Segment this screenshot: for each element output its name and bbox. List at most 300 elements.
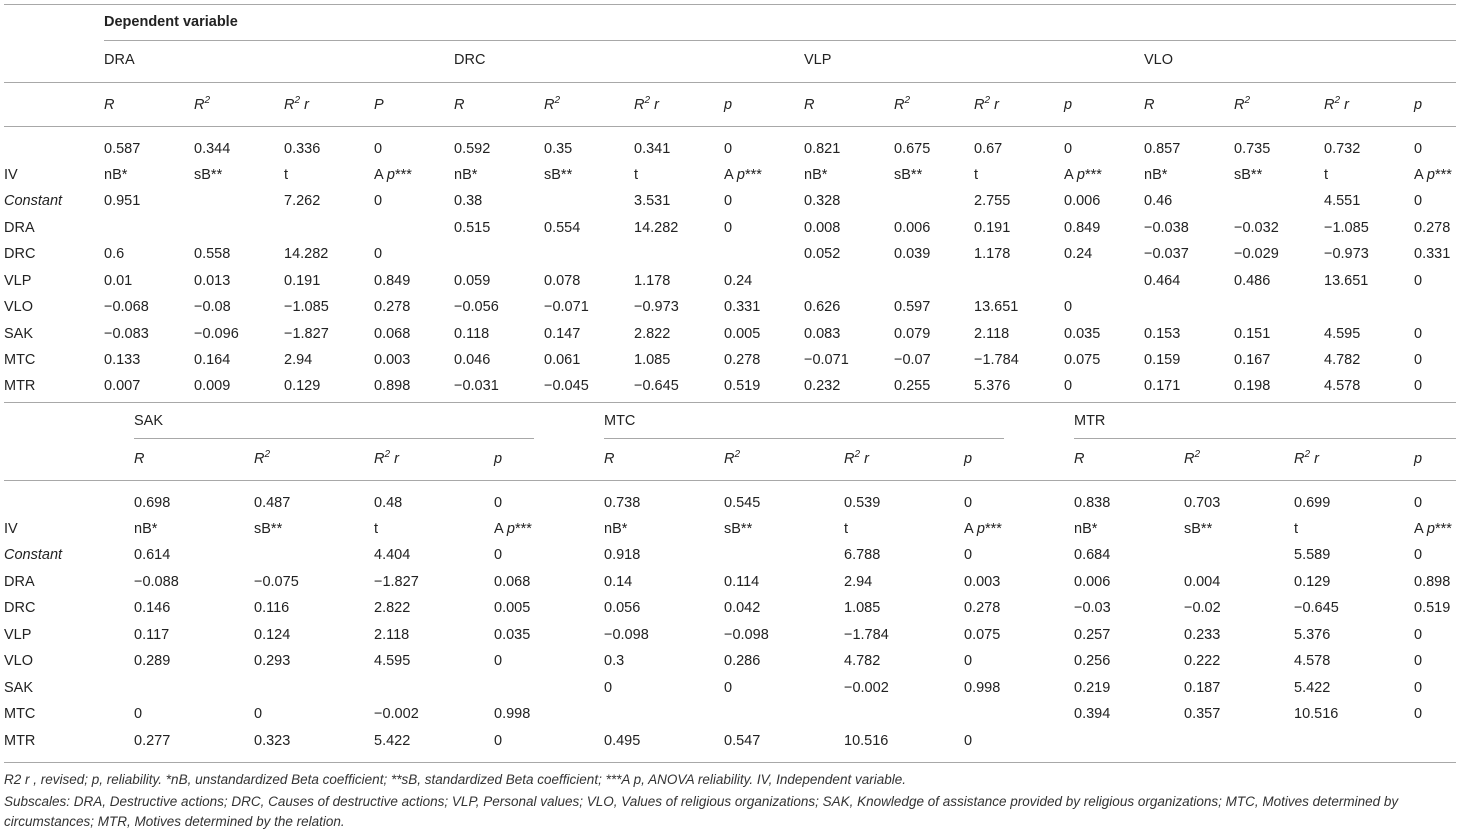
model-stat: 0 [724,141,733,157]
table-cell: 5.376 [1294,627,1331,643]
row-label-mtr: MTR [4,733,36,749]
table-cell: 0.898 [374,378,411,394]
row-label-dra: DRA [4,574,35,590]
table-cell: 0 [254,706,263,722]
table-cell: 0.068 [494,574,531,590]
model-stat: 0.699 [1294,495,1331,511]
table-cell: 0 [494,733,503,749]
col-header: R [1144,97,1155,113]
table-cell: 0.171 [1144,378,1181,394]
model-stat: 0.48 [374,495,403,511]
table-cell: 0.614 [134,547,171,563]
col-header: $R^2$ [254,449,271,467]
table-cell: 0.394 [1074,706,1111,722]
coef-header: t [284,167,289,183]
table-cell: 2.118 [974,326,1010,342]
table-cell: 4.595 [1324,326,1361,342]
coef-header: A p*** [1064,167,1102,183]
table-cell: 13.651 [1324,273,1369,289]
coef-header: sB** [1184,521,1213,537]
table-cell: 0.046 [454,352,491,368]
table-cell: 14.282 [634,220,679,236]
col-header: R [104,97,115,113]
table-cell: 0.38 [454,193,483,209]
table-cell: 0 [1414,352,1423,368]
table-cell: 0.006 [1064,193,1101,209]
table-cell: 0.191 [974,220,1011,236]
table-cell: 0 [1414,193,1423,209]
table-cell: 5.422 [1294,680,1331,696]
table-cell: 0.146 [134,600,171,616]
table-cell: 0 [494,547,503,563]
col-header: R [1074,451,1085,467]
table-cell: 0.117 [134,627,170,643]
table-cell: 0.059 [454,273,491,289]
coef-header: sB** [894,167,923,183]
table-cell: 0.008 [804,220,841,236]
table-cell: 2.94 [284,352,313,368]
table-cell: 0.164 [194,352,231,368]
row-label-drc: DRC [4,246,36,262]
model-stat: 0.341 [634,141,671,157]
table-cell: 0.278 [724,352,761,368]
col-header: R [454,97,465,113]
table-cell: 0.129 [284,378,321,394]
table-cell: −0.096 [194,326,239,342]
table-cell: 4.782 [844,653,881,669]
table-cell: 10.516 [844,733,889,749]
footnote-subscales: Subscales: DRA, Destructive actions; DRC, Causes of destructive actions; VLP, Personal values; VLO, Values of religious organizations; SAK, Knowledge of assistance provided by religious organizations; MTC, Motives determined by circumstances; MTR, Motives determined by the relation. [4,794,1399,829]
model-stat: 0 [494,495,503,511]
table-cell: 6.788 [844,547,881,563]
table-cell: 0.116 [254,600,290,616]
table-cell: 0.042 [724,600,761,616]
table-cell: 0.515 [454,220,491,236]
col-header: $R^2$ r [634,95,659,113]
table-cell: 4.782 [1324,352,1361,368]
table-cell: 0.951 [104,193,141,209]
table-cell: 0 [724,220,733,236]
coef-header: nB* [134,521,158,537]
table-cell: −0.032 [1234,220,1279,236]
coef-header: A p*** [724,167,762,183]
coef-header: t [1294,521,1299,537]
coef-header: nB* [1074,521,1098,537]
coef-header: sB** [724,521,753,537]
group-header-vlo: VLO [1144,52,1174,68]
table-cell: 0.075 [1064,352,1101,368]
table-cell: −0.071 [804,352,849,368]
col-header: $R^2$ [1234,95,1251,113]
table-cell: 0.3 [604,653,625,669]
model-stat: 0.738 [604,495,641,511]
table-cell: 2.822 [374,600,411,616]
table-cell: 2.755 [974,193,1011,209]
col-header: R [134,451,145,467]
table-cell: 0.083 [804,326,841,342]
coef-header: sB** [254,521,283,537]
col-header: $R^2$ [1184,449,1201,467]
table-cell: 0.009 [194,378,231,394]
group-header-mtr: MTR [1074,413,1106,429]
coef-header: t [1324,167,1329,183]
model-stat: 0 [1064,141,1073,157]
table-cell: 0.079 [894,326,931,342]
table-cell: 5.376 [974,378,1011,394]
coef-header: nB* [104,167,128,183]
table-cell: 0.124 [254,627,291,643]
table-cell: −0.02 [1184,600,1221,616]
coef-header: A p*** [964,521,1002,537]
table-cell: 0.849 [374,273,411,289]
col-header: P [374,97,384,113]
table-cell: 0.129 [1294,574,1331,590]
table-cell: −0.08 [194,299,231,315]
table-cell: 0.597 [894,299,931,315]
table-cell: 0.6 [104,246,125,262]
table-cell: 0.01 [104,273,133,289]
table-cell: 0.998 [964,680,1001,696]
coef-header: sB** [194,167,223,183]
col-header: $R^2$ [894,95,911,113]
group-header-sak: SAK [134,413,164,429]
group-header-drc: DRC [454,52,486,68]
table-cell: 0.159 [1144,352,1181,368]
model-stat: 0.487 [254,495,291,511]
table-cell: −1.827 [284,326,329,342]
row-label-mtc: MTC [4,352,36,368]
col-header: p [1064,97,1073,113]
table-cell: 0.133 [104,352,141,368]
model-stat: 0.344 [194,141,231,157]
model-stat: 0 [1414,141,1423,157]
rule-groups [4,82,1456,83]
model-stat: 0.35 [544,141,573,157]
table-cell: 0.013 [194,273,231,289]
col-header: $R^2$ r [1294,449,1319,467]
col-header: p [1414,451,1423,467]
col-header: $R^2$ [724,449,741,467]
table-cell: 0.293 [254,653,291,669]
group-header-dra: DRA [104,52,135,68]
table-cell: 0 [134,706,143,722]
coef-header: A p*** [1414,521,1452,537]
table-cell: 0.278 [374,299,411,315]
table-cell: 0.255 [894,378,931,394]
table-cell: −0.083 [104,326,149,342]
rule-caption [104,40,1456,41]
table-cell: 0.331 [724,299,761,315]
table-cell: −0.029 [1234,246,1279,262]
table-cell: 0.14 [604,574,633,590]
table-cell: 0.061 [544,352,581,368]
row-label-constant: Constant [4,547,63,563]
table-cell: 4.551 [1324,193,1361,209]
coef-header: t [974,167,979,183]
table-cell: 0.277 [134,733,171,749]
table-cell: 0.114 [724,574,760,590]
model-stat: 0 [1414,495,1423,511]
row-label-mtr: MTR [4,378,36,394]
row-label-constant: Constant [4,193,63,209]
table-cell: −0.075 [254,574,299,590]
table-cell: 0 [1064,299,1073,315]
col-header: $R^2$ [194,95,211,113]
row-label-sak: SAK [4,680,34,696]
table-cell: 0 [1414,547,1423,563]
table-cell: −0.045 [544,378,589,394]
table-cell: 4.404 [374,547,411,563]
table-cell: 0.219 [1074,680,1111,696]
table-cell: 0 [724,193,733,209]
table-cell: 0.006 [1074,574,1111,590]
table-cell: 0 [1414,326,1423,342]
table-cell: −1.827 [374,574,419,590]
col-header: R [604,451,615,467]
table-cell: −1.784 [974,352,1019,368]
table-cell: 1.085 [634,352,671,368]
model-stat: 0 [964,495,973,511]
col-header: p [494,451,503,467]
table-cell: 4.595 [374,653,411,669]
col-header: p [724,97,733,113]
col-header: p [964,451,973,467]
coef-header: sB** [1234,167,1263,183]
table-cell: 0.558 [194,246,231,262]
table-cell: 0.357 [1184,706,1221,722]
row-label-mtc: MTC [4,706,36,722]
table-cell: −0.098 [724,627,769,643]
table-cell: 0.003 [964,574,1001,590]
table-cell: 1.178 [974,246,1011,262]
col-header: $R^2$ r [974,95,999,113]
table-cell: 14.282 [284,246,329,262]
table-cell: 0 [1414,378,1423,394]
model-stat: 0.857 [1144,141,1181,157]
table-cell: 0.547 [724,733,761,749]
table-cell: 0.003 [374,352,411,368]
col-header: $R^2$ r [1324,95,1349,113]
table-cell: 0.167 [1234,352,1271,368]
table-cell: 0.078 [544,273,581,289]
table-cell: 0 [1414,706,1423,722]
table-cell: −0.03 [1074,600,1111,616]
coef-header: t [844,521,849,537]
table-cell: 0.328 [804,193,841,209]
col-header: $R^2$ r [284,95,309,113]
row-label-drc: DRC [4,600,36,616]
coef-header: A p*** [494,521,532,537]
table-cell: 5.422 [374,733,411,749]
table-cell: 0.035 [494,627,531,643]
table-cell: 0.519 [1414,600,1451,616]
row-label-vlp: VLP [4,273,32,289]
col-header: $R^2$ [544,95,561,113]
footnote-abbreviations: R2 r , revised; p, reliability. *nB, unstandardized Beta coefficient; **sB, standardized Beta coefficient; ***A p, ANOVA reliability. IV, Independent variable. [4,772,906,787]
row-label-iv: IV [4,521,18,537]
table-cell: 0 [374,193,383,209]
table-cell: 0.147 [544,326,581,342]
table-cell: 4.578 [1294,653,1331,669]
table-cell: 0.005 [724,326,761,342]
rule-bottom [4,762,1456,763]
table-cell: 7.262 [284,193,321,209]
table-cell: 0.24 [1064,246,1093,262]
table-cell: 0.24 [724,273,753,289]
table-cell: 0 [1064,378,1073,394]
table-cell: −0.07 [894,352,931,368]
row-label-vlp: VLP [4,627,32,643]
table-cell: 0.684 [1074,547,1111,563]
table-cell: 10.516 [1294,706,1339,722]
coef-header: nB* [604,521,628,537]
table-cell: 0.233 [1184,627,1221,643]
caption: Dependent variable [104,14,238,30]
table-cell: 0.286 [724,653,761,669]
table-cell: 1.085 [844,600,881,616]
table-cell: 0.004 [1184,574,1221,590]
table-cell: 0.191 [284,273,321,289]
table-cell: 0.331 [1414,246,1451,262]
table-cell: 0.849 [1064,220,1101,236]
rule-top [4,4,1456,5]
table-cell: −0.645 [1294,600,1339,616]
table-cell: 0 [964,653,973,669]
table-cell: 0.495 [604,733,641,749]
model-stat: 0.821 [804,141,841,157]
table-cell: 0.323 [254,733,291,749]
table-cell: −0.056 [454,299,499,315]
table-cell: −0.098 [604,627,649,643]
table-cell: 0.198 [1234,378,1271,394]
table-cell: 0.052 [804,246,841,262]
table-cell: 0.035 [1064,326,1101,342]
table-cell: −0.002 [844,680,889,696]
table-cell: 0.006 [894,220,931,236]
table-cell: 4.578 [1324,378,1361,394]
table-cell: 0 [1414,273,1423,289]
table-cell: 0.519 [724,378,761,394]
rule-headers-bottom [4,480,1456,481]
table-cell: 0 [604,680,613,696]
table-cell: 0.005 [494,600,531,616]
coef-header: nB* [804,167,828,183]
table-cell: 2.94 [844,574,873,590]
table-cell: 0.486 [1234,273,1271,289]
table-cell: 0 [374,246,383,262]
table-cell: 2.118 [374,627,410,643]
row-label-vlo: VLO [4,299,34,315]
table-cell: 0.151 [1234,326,1271,342]
table-cell: 0.998 [494,706,531,722]
rule-group-0 [134,438,534,439]
col-header: p [1414,97,1423,113]
rule-divider [4,402,1456,403]
table-cell: 0.068 [374,326,411,342]
table-cell: −0.088 [134,574,179,590]
table-cell: 0.898 [1414,574,1451,590]
model-stat: 0.336 [284,141,321,157]
table-cell: 0.256 [1074,653,1111,669]
model-stat: 0.703 [1184,495,1221,511]
model-stat: 0.732 [1324,141,1361,157]
table-cell: 0.075 [964,627,1001,643]
table-cell: 0 [494,653,503,669]
model-stat: 0.545 [724,495,761,511]
table-cell: 2.822 [634,326,671,342]
table-cell: −1.085 [284,299,329,315]
table-cell: 0 [724,680,733,696]
table-cell: −1.085 [1324,220,1369,236]
table-cell: −1.784 [844,627,889,643]
table-cell: 0 [964,733,973,749]
table-cell: 0.289 [134,653,171,669]
table-cell: 0.056 [604,600,641,616]
row-label-dra: DRA [4,220,35,236]
model-stat: 0.675 [894,141,931,157]
table-cell: 0.232 [804,378,841,394]
model-stat: 0.592 [454,141,491,157]
table-cell: −0.973 [1324,246,1369,262]
model-stat: 0.735 [1234,141,1271,157]
row-label-vlo: VLO [4,653,34,669]
table-cell: 3.531 [634,193,671,209]
row-label-sak: SAK [4,326,34,342]
table-cell: 13.651 [974,299,1019,315]
model-stat: 0.698 [134,495,171,511]
table-cell: 0 [964,547,973,563]
row-label-iv: IV [4,167,18,183]
coef-header: t [374,521,379,537]
model-stat: 0.539 [844,495,881,511]
table-cell: −0.973 [634,299,679,315]
table-cell: 0.464 [1144,273,1181,289]
table-cell: 0.118 [454,326,490,342]
coef-header: sB** [544,167,573,183]
table-cell: 0.46 [1144,193,1173,209]
table-cell: 0.257 [1074,627,1111,643]
rule-group-2 [1074,438,1456,439]
table-cell: −0.038 [1144,220,1189,236]
group-header-vlp: VLP [804,52,832,68]
group-header-mtc: MTC [604,413,636,429]
table-cell: −0.645 [634,378,679,394]
model-stat: 0.838 [1074,495,1111,511]
table-cell: 0.187 [1184,680,1221,696]
table-cell: 0.007 [104,378,141,394]
table-cell: 0.918 [604,547,641,563]
model-stat: 0.67 [974,141,1003,157]
table-cell: 0.222 [1184,653,1221,669]
model-stat: 0.587 [104,141,141,157]
table-cell: 0 [1414,627,1423,643]
table-cell: −0.037 [1144,246,1189,262]
table-cell: 0 [1414,653,1423,669]
table-cell: 0.039 [894,246,931,262]
table-cell: 0.278 [1414,220,1451,236]
rule-headers [4,126,1456,127]
coef-header: A p*** [374,167,412,183]
table-cell: 0.278 [964,600,1001,616]
coef-header: nB* [454,167,478,183]
coef-header: nB* [1144,167,1168,183]
table-cell: −0.068 [104,299,149,315]
table-cell: 0.153 [1144,326,1181,342]
table-cell: 0.626 [804,299,841,315]
table-cell: 5.589 [1294,547,1331,563]
table-cell: −0.071 [544,299,589,315]
col-header: $R^2$ r [374,449,399,467]
